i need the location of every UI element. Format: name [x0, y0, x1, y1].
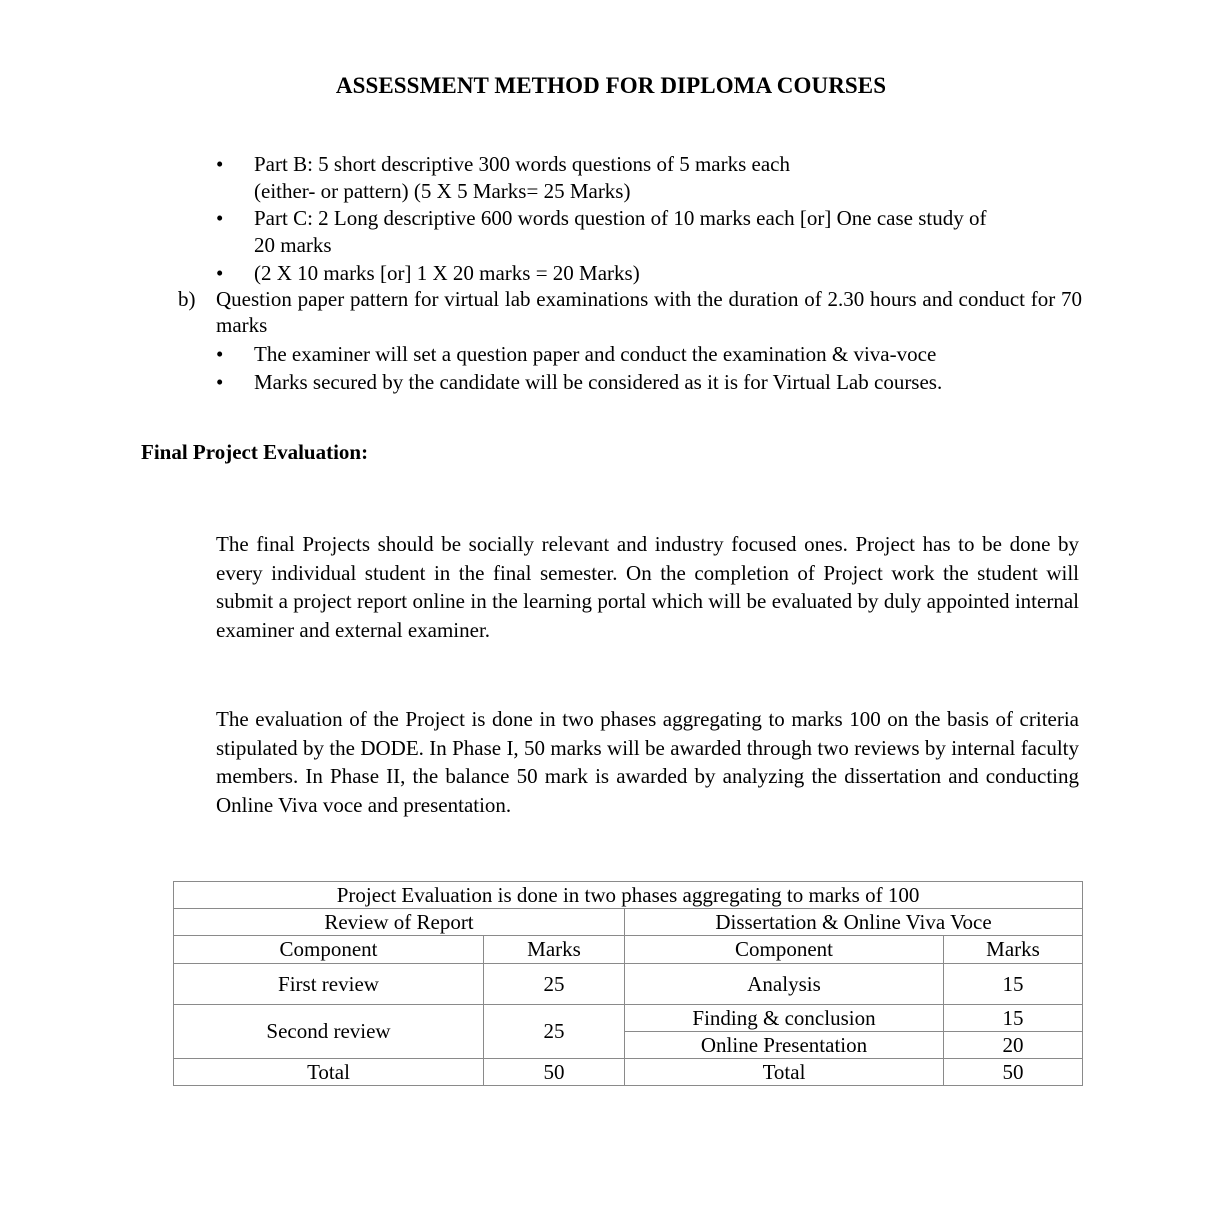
table-cell: 25: [484, 1005, 625, 1059]
bullet-dot-icon: •: [216, 152, 224, 176]
bullet-line: (either- or pattern) (5 X 5 Marks= 25 Marks): [254, 179, 631, 203]
table-cell: 50: [944, 1059, 1083, 1086]
paragraph-final-projects: The final Projects should be socially relevant and industry focused ones. Project has to be done by every individual student in the final semester. On the completion of Project work the student will submit a project report online in the learning portal which will be evaluated by duly appointed internal examiner and external examiner.: [216, 532, 1079, 642]
table-row: [174, 964, 1083, 1005]
bullet-dot-icon: •: [216, 261, 224, 285]
group-header-right: Dissertation & Online Viva Voce: [625, 909, 1083, 936]
table-cell: Analysis: [625, 964, 944, 1005]
table-cell: 15: [944, 1005, 1083, 1032]
column-header: Component: [625, 936, 944, 964]
page-title: ASSESSMENT METHOD FOR DIPLOMA COURSES: [335, 73, 887, 98]
table-total-row: [174, 1059, 1083, 1086]
bullet-line: (2 X 10 marks [or] 1 X 20 marks = 20 Marks): [254, 261, 640, 285]
table-cell: Second review: [174, 1005, 484, 1059]
table-cell: Total: [625, 1059, 944, 1086]
table-caption: Project Evaluation is done in two phases aggregating to marks of 100: [174, 882, 1083, 909]
bullet-line: Part C: 2 Long descriptive 600 words question of 10 marks each [or] One case study of: [254, 206, 987, 230]
table-group-row: [174, 909, 1083, 936]
table-cell: 50: [484, 1059, 625, 1086]
table-cell: Finding & conclusion: [625, 1005, 944, 1032]
table-row: [174, 1005, 1083, 1032]
table-cell: 15: [944, 964, 1083, 1005]
column-header: Component: [174, 936, 484, 964]
bullet-dot-icon: •: [216, 206, 224, 230]
evaluation-table: [173, 881, 1083, 1086]
bullet-line: Marks secured by the candidate will be considered as it is for Virtual Lab courses.: [254, 370, 943, 394]
list-item-text: Question paper pattern for virtual lab examinations with the duration of 2.30 hours and conduct for 70 marks: [216, 287, 1082, 337]
table-cell: 25: [484, 964, 625, 1005]
list-item-label: b): [178, 287, 196, 311]
paragraph-evaluation: The evaluation of the Project is done in two phases aggregating to marks 100 on the basis of criteria stipulated by the DODE. In Phase I, 50 marks will be awarded through two reviews by internal faculty members. In Phase II, the balance 50 mark is awarded by analyzing the dissertation and conducting Online Viva voce and presentation.: [216, 707, 1079, 817]
table-cell: First review: [174, 964, 484, 1005]
table-header-row: [174, 936, 1083, 964]
bullet-line: The examiner will set a question paper and conduct the examination & viva-voce: [254, 342, 937, 366]
column-header: Marks: [484, 936, 625, 964]
section-heading: Final Project Evaluation:: [141, 440, 369, 464]
bullet-dot-icon: •: [216, 342, 224, 366]
table-cell: Total: [174, 1059, 484, 1086]
bullet-dot-icon: •: [216, 370, 224, 394]
table-cell: 20: [944, 1032, 1083, 1059]
bullet-line: 20 marks: [254, 233, 332, 257]
column-header: Marks: [944, 936, 1083, 964]
bullet-line: Part B: 5 short descriptive 300 words questions of 5 marks each: [254, 152, 790, 176]
group-header-left: Review of Report: [174, 909, 625, 936]
table-cell: Online Presentation: [625, 1032, 944, 1059]
table-caption-row: [174, 882, 1083, 909]
